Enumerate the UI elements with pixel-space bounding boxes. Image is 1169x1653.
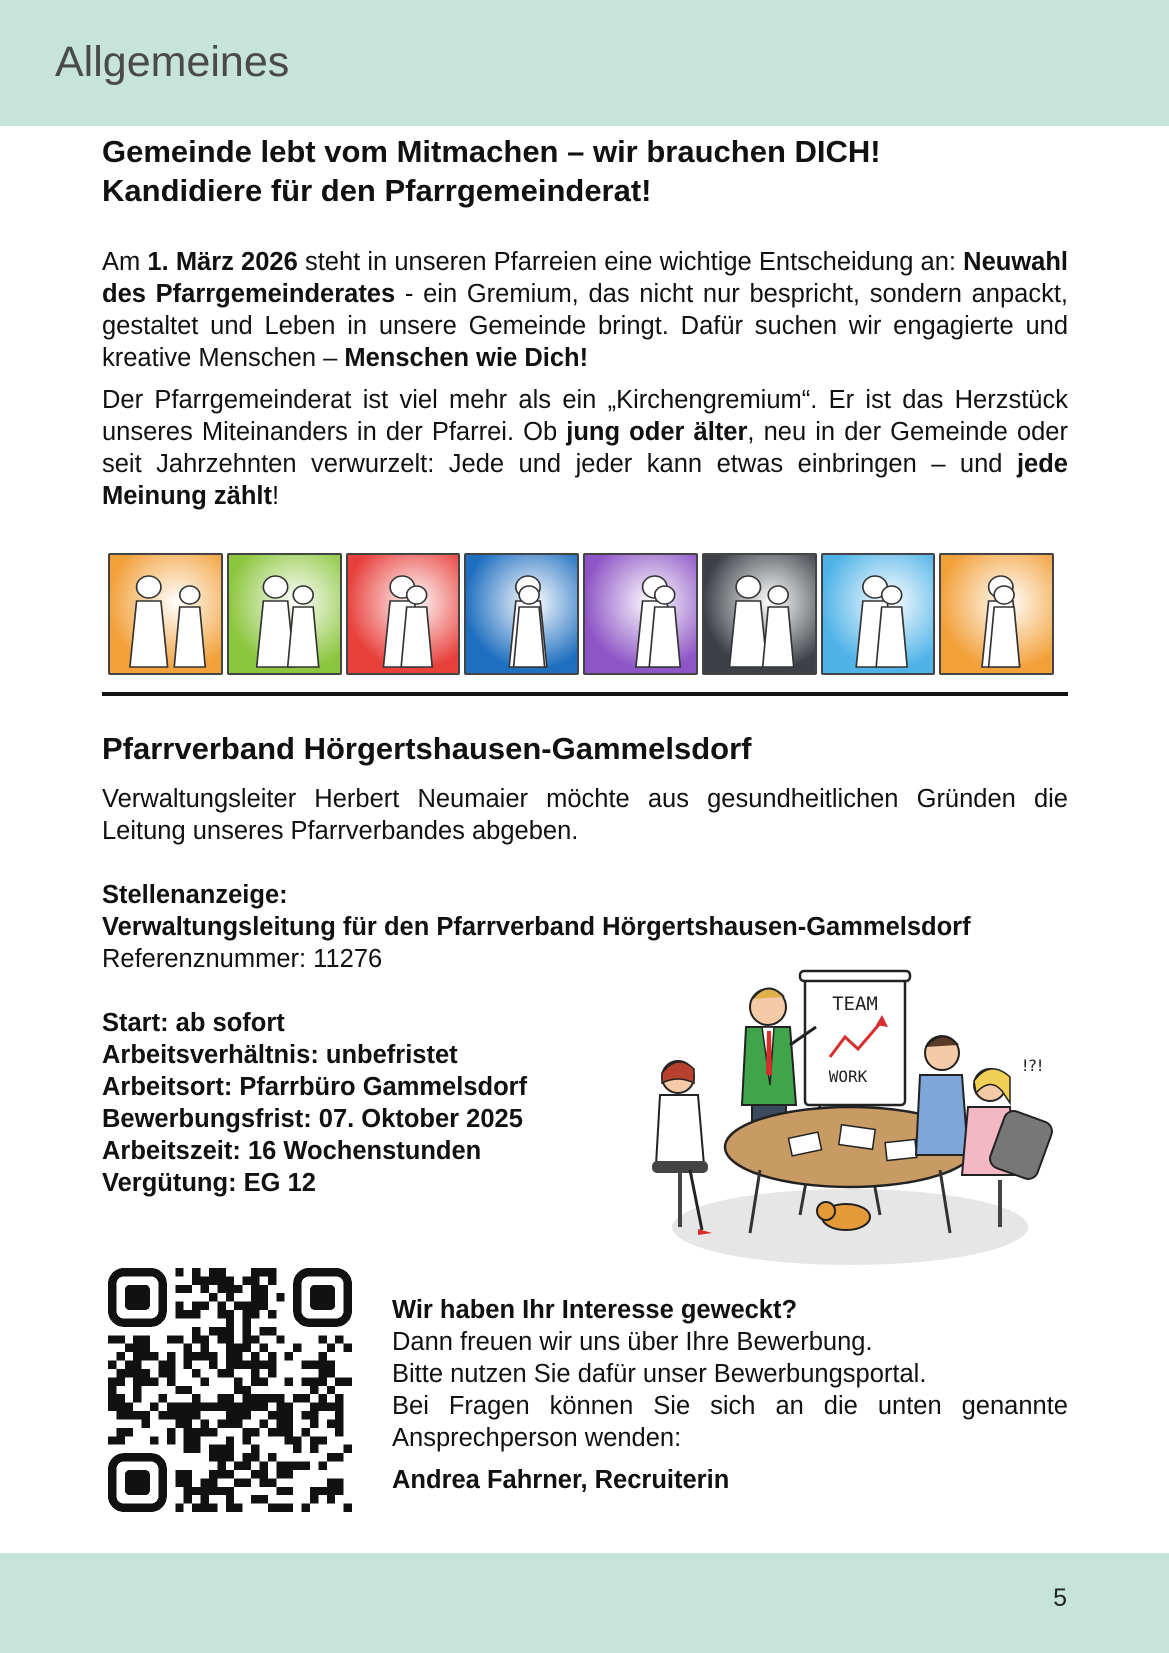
fact-salary: Vergütung: EG 12 (102, 1169, 316, 1197)
application-qr-code[interactable] (108, 1268, 352, 1512)
svg-text:!?!: !?! (1022, 1056, 1044, 1075)
contact-person: Andrea Fahrner, Recruiterin (392, 1466, 730, 1494)
job-facts (102, 1007, 622, 1199)
application-info (392, 1294, 1068, 1496)
community-illustration-strip (108, 553, 1054, 675)
fact-contract: Arbeitsverhältnis: unbefristet (102, 1041, 458, 1069)
page-number: 5 (1053, 1584, 1067, 1612)
date-highlight: 1. März 2026 (147, 248, 298, 276)
text: steht in unseren Pfarreien eine wichtige Entscheidung an: (297, 248, 964, 276)
fact-hours: Arbeitszeit: 16 Wochenstunden (102, 1137, 482, 1165)
text: - ein Gremium, das nicht nur bespricht, sondern anpackt, gestaltet und Leben in unsere Gemeinde bringt. Dafür suchen wir engagierte und kreative Menschen – (102, 280, 1068, 372)
footer-band (0, 1553, 1169, 1653)
illustration-panel (227, 553, 342, 675)
paragraph-resignation: Verwaltungsleiter Herbert Neumaier möchte aus gesundheitlichen Gründen die Leitung unseres Pfarrverbandes abgeben. (102, 785, 1068, 845)
illustration-panel (346, 553, 461, 675)
text: Der Pfarrgemeinderat ist viel mehr als ein „Kirchengremium“. Er ist das Herzstück unseres Miteinanders in der Pfarrei. Ob (102, 386, 1068, 446)
text: , neu in der Gemeinde oder seit Jahrzehnten verwurzelt: Jede und jeder kann etwas einbringen – und (102, 418, 1068, 478)
apply-line-3: Bei Fragen können Sie sich an die unten genannte Ansprechperson wenden: (392, 1392, 1068, 1452)
apply-headline: Wir haben Ihr Interesse geweckt? (392, 1296, 798, 1324)
paragraph-election (102, 246, 1068, 374)
illustration-panel (821, 553, 936, 675)
fact-start: Start: ab sofort (102, 1009, 285, 1037)
headline-line-2: Kandidiere für den Pfarrgemeinderat! (102, 173, 652, 208)
job-ad-title: Verwaltungsleitung für den Pfarrverband Hörgertshausen-Gammelsdorf (102, 913, 971, 941)
illustration-panel (583, 553, 698, 675)
illustration-panel (108, 553, 223, 675)
reference-number: Referenznummer: 11276 (102, 945, 383, 973)
apply-line-1: Dann freuen wir uns über Ihre Bewerbung. (392, 1328, 873, 1356)
illustration-panel (702, 553, 817, 675)
fact-location: Arbeitsort: Pfarrbüro Gammelsdorf (102, 1073, 528, 1101)
qr-finder-pattern (297, 1272, 347, 1322)
section-divider (102, 692, 1068, 696)
text: Am (102, 248, 148, 276)
job-ad-label: Stellenanzeige: (102, 881, 288, 909)
parish-headline: Pfarrverband Hörgertshausen-Gammelsdorf (102, 731, 752, 766)
apply-line-2: Bitte nutzen Sie dafür unser Bewerbungsportal. (392, 1360, 927, 1388)
election-highlight: Neuwahl des Pfarrgemeinderates (102, 248, 1069, 308)
fact-deadline: Bewerbungsfrist: 07. Oktober 2025 (102, 1105, 523, 1133)
opinion-highlight: jede Meinung zählt (102, 450, 1068, 510)
paragraph-council (102, 384, 1068, 512)
age-highlight: jung oder älter (566, 418, 748, 446)
teamwork-meeting-illustration (650, 965, 1060, 1270)
qr-finder-pattern (112, 1272, 162, 1322)
flipchart-text-bottom: WORK (828, 1067, 868, 1086)
job-ad-heading (102, 879, 1068, 975)
headline-line-1: Gemeinde lebt vom Mitmachen – wir brauchen DICH! (102, 134, 881, 169)
people-highlight: Menschen wie Dich! (344, 344, 589, 372)
illustration-panel (464, 553, 579, 675)
illustration-panel (939, 553, 1054, 675)
text: ! (271, 482, 280, 510)
article-headline (102, 132, 1068, 210)
section-title: Allgemeines (55, 38, 290, 86)
flipchart-text-top: TEAM (832, 993, 878, 1015)
qr-finder-pattern (112, 1457, 162, 1507)
